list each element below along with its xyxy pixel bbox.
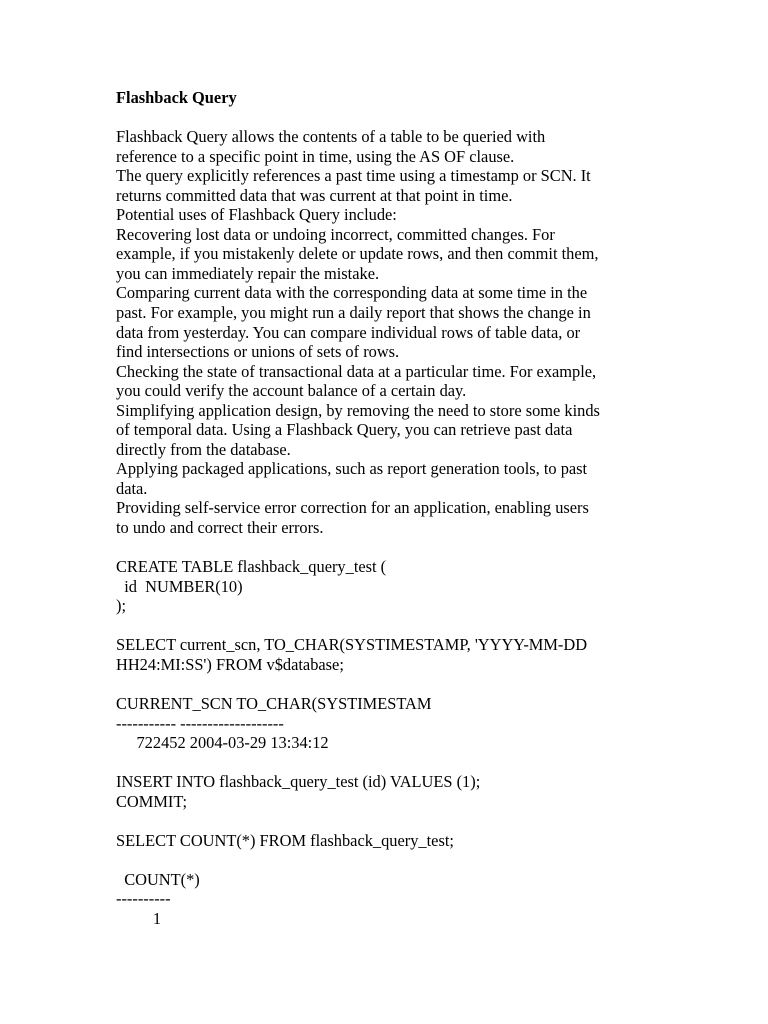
- body-line: returns committed data that was current at that point in time.: [116, 185, 513, 205]
- code-block-create-table: [116, 557, 656, 616]
- body-line: Potential uses of Flashback Query include:: [116, 205, 397, 225]
- code-line: CURRENT_SCN TO_CHAR(SYSTIMESTAM: [116, 693, 432, 713]
- code-block-insert: [116, 772, 656, 811]
- body-line: reference to a specific point in time, using the AS OF clause.: [116, 146, 515, 166]
- body-line: data.: [116, 478, 148, 498]
- body-line: data from yesterday. You can compare individual rows of table data, or: [116, 322, 581, 342]
- code-line: COMMIT;: [116, 791, 188, 811]
- code-line: SELECT current_scn, TO_CHAR(SYSTIMESTAMP, 'YYYY-MM-DD: [116, 635, 588, 655]
- code-block-count-result: [116, 870, 656, 929]
- body-line: Checking the state of transactional data at a particular time. For example,: [116, 361, 597, 381]
- document-page: [116, 88, 656, 948]
- body-line: to undo and correct their errors.: [116, 518, 324, 538]
- code-line: HH24:MI:SS') FROM v$database;: [116, 654, 344, 674]
- body-line: Recovering lost data or undoing incorrect, committed changes. For: [116, 224, 555, 244]
- body-line: past. For example, you might run a daily report that shows the change in: [116, 303, 591, 323]
- document-title: Flashback Query: [116, 88, 237, 107]
- body-line: example, if you mistakenly delete or update rows, and then commit them,: [116, 244, 599, 264]
- code-line: CREATE TABLE flashback_query_test (: [116, 557, 387, 577]
- body-line: you can immediately repair the mistake.: [116, 263, 380, 283]
- document-body: [116, 127, 656, 537]
- code-block-scn-result: [116, 694, 656, 753]
- body-line: of temporal data. Using a Flashback Query, you can retrieve past data: [116, 420, 573, 440]
- code-line: id NUMBER(10): [116, 576, 243, 596]
- code-block-select-scn: [116, 635, 656, 674]
- body-line: find intersections or unions of sets of rows.: [116, 342, 400, 362]
- code-line: COUNT(*): [116, 869, 200, 889]
- code-line: 722452 2004-03-29 13:34:12: [116, 733, 329, 753]
- code-block-select-count: [116, 831, 656, 851]
- body-line: Comparing current data with the corresponding data at some time in the: [116, 283, 588, 303]
- body-line: Applying packaged applications, such as report generation tools, to past: [116, 459, 588, 479]
- code-line: ----------: [116, 889, 171, 909]
- body-line: directly from the database.: [116, 439, 291, 459]
- code-line: SELECT COUNT(*) FROM flashback_query_test;: [116, 830, 454, 850]
- code-line: 1: [116, 908, 162, 928]
- body-line: The query explicitly references a past time using a timestamp or SCN. It: [116, 166, 591, 186]
- code-line: INSERT INTO flashback_query_test (id) VALUES (1);: [116, 772, 481, 792]
- code-line: ----------- -------------------: [116, 713, 284, 733]
- body-line: you could verify the account balance of a certain day.: [116, 381, 467, 401]
- body-line: Flashback Query allows the contents of a table to be queried with: [116, 127, 546, 147]
- body-line: Simplifying application design, by removing the need to store some kinds: [116, 400, 600, 420]
- code-line: );: [116, 596, 127, 616]
- body-line: Providing self-service error correction for an application, enabling users: [116, 498, 589, 518]
